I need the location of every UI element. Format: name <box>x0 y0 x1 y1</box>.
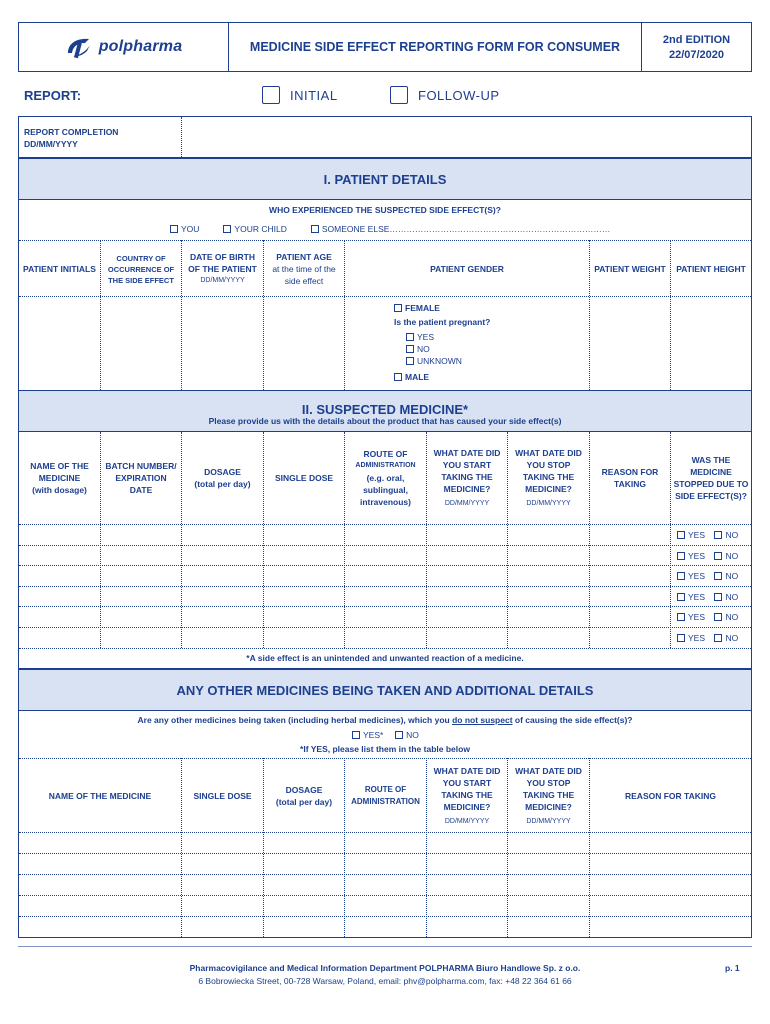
pregnant-unknown-checkbox[interactable] <box>406 357 414 365</box>
other-yes-no <box>352 730 419 740</box>
row1-no-label: NO <box>725 530 739 540</box>
completion-label-text: REPORT COMPLETION <box>24 127 119 137</box>
page-number: p. 1 <box>725 963 740 973</box>
pregnant-no[interactable] <box>406 343 490 355</box>
other-question-part2: of causing the side effect(s)? <box>512 715 633 725</box>
pregnant-unknown-label: UNKNOWN <box>417 356 462 366</box>
followup-label: FOLLOW-UP <box>418 87 500 103</box>
section-other-title: ANY OTHER MEDICINES BEING TAKEN AND ADDITIONAL DETAILS <box>176 682 594 698</box>
row5-yes-label: YES <box>688 612 706 622</box>
opt-female[interactable] <box>394 302 490 314</box>
gender-options <box>394 302 490 383</box>
row3-yes-checkbox[interactable] <box>677 572 685 580</box>
pregnant-no-checkbox[interactable] <box>406 345 414 353</box>
row4-yes-label: YES <box>688 592 706 602</box>
col-start-format: DD/MM/YYYY <box>444 499 490 507</box>
other-yes-checkbox[interactable] <box>352 731 360 739</box>
opt-male[interactable] <box>394 371 490 383</box>
pregnant-no-label: NO <box>417 344 430 354</box>
initial-checkbox[interactable] <box>262 86 280 104</box>
col-route-sub: (e.g. oral, sublingual, intravenous) <box>359 473 411 507</box>
col-medicine-name-label: NAME OF THE MEDICINE <box>30 461 89 483</box>
female-label: FEMALE <box>405 303 440 313</box>
opt-you-label: YOU <box>181 224 200 234</box>
col-medicine-name-sub: (with dosage) <box>32 485 87 495</box>
child-checkbox[interactable] <box>223 225 231 233</box>
other-col-dosage-label: DOSAGE <box>285 785 323 795</box>
other-note: *If YES, please list them in the table below <box>300 744 470 754</box>
opt-child[interactable] <box>223 224 286 234</box>
other-no[interactable] <box>395 730 419 740</box>
other-col-start-label: WHAT DATE DID YOU START TAKING THE MEDICINE? <box>433 765 501 812</box>
col-dob <box>182 242 263 296</box>
who-question: WHO EXPERIENCED THE SUSPECTED SIDE EFFECT(S)? <box>269 205 501 215</box>
row1-yes-label: YES <box>688 530 706 540</box>
col-age <box>264 242 344 296</box>
col-reason: REASON FOR TAKING <box>601 467 659 489</box>
suspected-subtitle: Please provide us with the details about the product that has caused your side effect(s) <box>208 416 562 426</box>
edition-date: 22/07/2020 <box>668 48 725 61</box>
other-question-part1: Are any other medicines being taken (including herbal medicines), which you <box>137 715 453 725</box>
edition: 2nd EDITION <box>662 33 731 46</box>
pregnant-yes-checkbox[interactable] <box>406 333 414 341</box>
col-age-sub: at the time of the side effect <box>272 264 336 286</box>
section-patient-title: I. PATIENT DETAILS <box>323 171 447 187</box>
pregnant-question: Is the patient pregnant? <box>394 317 491 327</box>
col-stop-format: DD/MM/YYYY <box>526 499 571 507</box>
other-col-reason: REASON FOR TAKING <box>625 791 716 801</box>
female-checkbox[interactable] <box>394 304 402 312</box>
row6-yes-no[interactable] <box>677 633 738 643</box>
opt-else[interactable] <box>311 224 611 234</box>
other-col-stop-label: WHAT DATE DID YOU STOP TAKING THE MEDICINE? <box>515 765 582 812</box>
other-col-stop-format: DD/MM/YYYY <box>526 817 571 825</box>
col-batch: BATCH NUMBER/ EXPIRATION DATE <box>105 461 177 495</box>
logo-text: polpharma <box>98 38 183 55</box>
pregnant-unknown[interactable] <box>406 355 490 367</box>
report-initial-option[interactable] <box>262 86 338 104</box>
row3-no-checkbox[interactable] <box>714 572 722 580</box>
you-checkbox[interactable] <box>170 225 178 233</box>
row6-no-checkbox[interactable] <box>714 634 722 642</box>
col-age-label: PATIENT AGE <box>276 252 332 262</box>
row5-no-label: NO <box>725 612 739 622</box>
footer-line1: Pharmacovigilance and Medical Information Department POLPHARMA Biuro Handlowe Sp. z o.o. <box>189 963 581 973</box>
col-route-label: ROUTE OF <box>363 449 408 459</box>
section-suspected-title: II. SUSPECTED MEDICINE* <box>301 401 469 417</box>
col-dob-label: DATE OF BIRTH OF THE PATIENT <box>188 252 257 274</box>
form-title-box <box>228 22 642 72</box>
polpharma-logo-icon <box>65 35 93 59</box>
form-title: MEDICINE SIDE EFFECT REPORTING FORM FOR CONSUMER <box>249 40 621 54</box>
male-label: MALE <box>405 372 430 382</box>
col-dosage-label: DOSAGE <box>204 467 241 477</box>
row2-yes-checkbox[interactable] <box>677 552 685 560</box>
row2-no-label: NO <box>725 551 739 561</box>
other-col-single: SINGLE DOSE <box>193 791 252 801</box>
who-options <box>170 224 610 234</box>
report-completion-input[interactable] <box>183 118 750 156</box>
other-question-underlined: do not suspect <box>452 715 513 725</box>
row1-yes-no[interactable] <box>677 530 738 540</box>
other-yes-label: YES* <box>363 730 384 740</box>
footer-divider <box>18 946 752 947</box>
col-route <box>345 434 426 522</box>
row6-no-label: NO <box>725 633 739 643</box>
opt-you[interactable] <box>170 224 199 234</box>
logo <box>18 22 229 72</box>
else-checkbox[interactable] <box>311 225 319 233</box>
section-patient-details <box>18 158 752 200</box>
col-route-label-2: ADMINISTRATION <box>355 462 416 469</box>
row4-no-label: NO <box>725 592 739 602</box>
section-other-medicines <box>18 669 752 711</box>
col-dosage <box>182 434 263 522</box>
pregnant-yes[interactable] <box>406 331 490 343</box>
row4-yes-checkbox[interactable] <box>677 593 685 601</box>
row2-no-checkbox[interactable] <box>714 552 722 560</box>
other-yes[interactable] <box>352 730 383 740</box>
col-stop-date <box>508 434 589 522</box>
other-col-start <box>427 760 507 832</box>
row1-yes-checkbox[interactable] <box>677 531 685 539</box>
row3-yes-no[interactable] <box>677 571 738 581</box>
col-single-dose: SINGLE DOSE <box>274 473 334 483</box>
col-start-label: WHAT DATE DID YOU START TAKING THE MEDICINE? <box>433 447 501 494</box>
col-country: COUNTRY OF OCCURRENCE OF THE SIDE EFFECT <box>107 253 175 285</box>
suspected-footnote: *A side effect is an unintended and unwanted reaction of a medicine. <box>246 653 524 663</box>
other-question <box>18 715 752 725</box>
row2-yes-label: YES <box>688 551 706 561</box>
report-label: REPORT: <box>24 88 82 103</box>
col-gender: PATIENT GENDER <box>430 264 504 274</box>
row6-yes-label: YES <box>688 633 706 643</box>
other-col-dosage <box>264 760 344 832</box>
other-col-route: ROUTE OF ADMINISTRATION <box>351 785 420 806</box>
row6-yes-checkbox[interactable] <box>677 634 685 642</box>
report-completion-label <box>24 126 118 150</box>
row4-yes-no[interactable] <box>677 592 738 602</box>
opt-child-label: YOUR CHILD <box>234 224 287 234</box>
followup-checkbox[interactable] <box>390 86 408 104</box>
row4-no-checkbox[interactable] <box>714 593 722 601</box>
col-weight: PATIENT WEIGHT <box>594 264 666 274</box>
row3-yes-label: YES <box>688 571 706 581</box>
row5-no-checkbox[interactable] <box>714 613 722 621</box>
other-col-stop <box>508 760 589 832</box>
row3-no-label: NO <box>725 571 739 581</box>
col-height: PATIENT HEIGHT <box>676 264 746 274</box>
report-followup-option[interactable] <box>390 86 500 104</box>
edition-box <box>641 22 752 72</box>
opt-else-label: SOMEONE ELSE…………………………………………………………………… <box>321 224 611 234</box>
col-dosage-sub: (total per day) <box>194 479 251 489</box>
row2-yes-no[interactable] <box>677 551 738 561</box>
footer-line2: 6 Bobrowiecka Street, 00-728 Warsaw, Poland, email: phv@polpharma.com, fax: +48 22 364 61 66 <box>198 976 572 986</box>
row1-no-checkbox[interactable] <box>714 531 722 539</box>
col-stopped-due: WAS THE MEDICINE STOPPED DUE TO SIDE EFFECT(S)? <box>673 455 749 501</box>
male-checkbox[interactable] <box>394 373 402 381</box>
other-col-start-format: DD/MM/YYYY <box>444 817 490 825</box>
row5-yes-no[interactable] <box>677 612 738 622</box>
col-medicine-name <box>19 434 100 522</box>
other-no-label: NO <box>406 730 419 740</box>
completion-format-text: DD/MM/YYYY <box>24 139 78 149</box>
row5-yes-checkbox[interactable] <box>677 613 685 621</box>
other-col-name: NAME OF THE MEDICINE <box>48 791 152 801</box>
col-stop-label: WHAT DATE DID YOU STOP TAKING THE MEDICINE? <box>515 447 582 494</box>
pregnant-yes-label: YES <box>417 332 435 342</box>
other-no-checkbox[interactable] <box>395 731 403 739</box>
other-col-dosage-sub: (total per day) <box>275 797 333 807</box>
initial-label: INITIAL <box>290 87 338 103</box>
col-dob-format: DD/MM/YYYY <box>200 277 245 284</box>
col-start-date <box>427 434 507 522</box>
col-patient-initials: PATIENT INITIALS <box>23 264 96 274</box>
